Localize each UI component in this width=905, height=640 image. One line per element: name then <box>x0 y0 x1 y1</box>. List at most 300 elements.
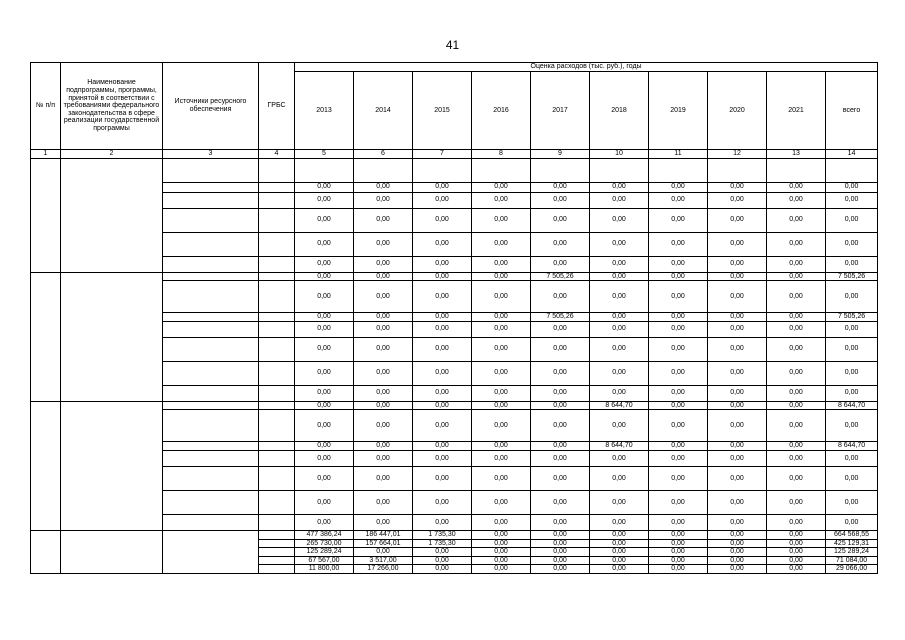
grbs-cell <box>259 313 295 322</box>
value-cell: 0,00 <box>590 490 649 514</box>
value-cell: 0,00 <box>354 337 413 361</box>
value-cell: 0,00 <box>472 490 531 514</box>
grbs-cell <box>259 281 295 313</box>
value-cell: 0,00 <box>767 192 826 208</box>
value-cell: 0,00 <box>295 256 354 272</box>
grbs-cell <box>259 337 295 361</box>
value-cell: 425 129,31 <box>826 539 878 548</box>
value-cell: 0,00 <box>531 450 590 466</box>
value-cell: 0,00 <box>708 313 767 322</box>
value-cell: 0,00 <box>295 385 354 401</box>
value-cell: 0,00 <box>472 182 531 192</box>
grbs-cell <box>259 182 295 192</box>
source-label <box>163 514 259 530</box>
value-cell: 0,00 <box>354 182 413 192</box>
value-cell: 0,00 <box>354 514 413 530</box>
value-cell: 265 730,00 <box>295 539 354 548</box>
value-cell: 0,00 <box>767 208 826 232</box>
value-cell: 0,00 <box>413 256 472 272</box>
empty-cell <box>767 158 826 182</box>
value-cell: 0,00 <box>413 361 472 385</box>
value-cell: 125 289,24 <box>826 548 878 557</box>
grbs-cell <box>259 321 295 337</box>
source-label <box>163 192 259 208</box>
value-cell: 157 664,01 <box>354 539 413 548</box>
value-cell: 0,00 <box>590 208 649 232</box>
value-cell: 0,00 <box>413 548 472 557</box>
value-cell: 0,00 <box>295 321 354 337</box>
value-cell: 0,00 <box>354 361 413 385</box>
value-cell: 0,00 <box>413 450 472 466</box>
value-cell: 664 568,55 <box>826 530 878 539</box>
source-label <box>163 313 259 322</box>
value-cell: 0,00 <box>590 313 649 322</box>
grbs-cell <box>259 361 295 385</box>
header-col-num: № п/п <box>31 63 61 150</box>
value-cell: 0,00 <box>354 548 413 557</box>
value-cell: 7 505,26 <box>826 272 878 281</box>
empty-cell <box>354 158 413 182</box>
value-cell: 0,00 <box>708 192 767 208</box>
table-row <box>31 401 878 410</box>
value-cell: 8 644,70 <box>826 401 878 410</box>
grbs-cell <box>259 232 295 256</box>
value-cell: 0,00 <box>826 385 878 401</box>
value-cell: 0,00 <box>590 539 649 548</box>
value-cell: 0,00 <box>767 565 826 574</box>
grbs-cell <box>259 548 295 557</box>
section-name <box>61 530 163 573</box>
value-cell: 0,00 <box>708 466 767 490</box>
value-cell: 0,00 <box>708 182 767 192</box>
value-cell: 0,00 <box>531 182 590 192</box>
value-cell: 0,00 <box>826 256 878 272</box>
value-cell: 0,00 <box>413 385 472 401</box>
value-cell: 0,00 <box>826 450 878 466</box>
value-cell: 0,00 <box>767 556 826 565</box>
value-cell: 0,00 <box>354 256 413 272</box>
value-cell: 3 517,00 <box>354 556 413 565</box>
grbs-cell <box>259 256 295 272</box>
value-cell: 7 505,26 <box>531 272 590 281</box>
value-cell: 0,00 <box>767 401 826 410</box>
value-cell: 0,00 <box>354 321 413 337</box>
column-number: 4 <box>259 150 295 159</box>
section-name <box>61 158 163 272</box>
value-cell: 0,00 <box>708 208 767 232</box>
row-code <box>31 158 61 272</box>
row-code <box>31 272 61 401</box>
value-cell: 0,00 <box>472 232 531 256</box>
value-cell: 0,00 <box>767 256 826 272</box>
column-number: 1 <box>31 150 61 159</box>
value-cell: 0,00 <box>649 410 708 442</box>
value-cell: 0,00 <box>708 337 767 361</box>
value-cell: 0,00 <box>531 556 590 565</box>
value-cell: 0,00 <box>531 530 590 539</box>
value-cell: 0,00 <box>413 337 472 361</box>
empty-cell <box>590 158 649 182</box>
value-cell: 8 644,70 <box>590 401 649 410</box>
value-cell: 0,00 <box>590 192 649 208</box>
value-cell: 1 735,30 <box>413 530 472 539</box>
source-label <box>163 256 259 272</box>
value-cell: 0,00 <box>590 256 649 272</box>
value-cell: 0,00 <box>295 337 354 361</box>
value-cell: 0,00 <box>767 514 826 530</box>
value-cell: 0,00 <box>472 556 531 565</box>
value-cell: 0,00 <box>472 514 531 530</box>
value-cell: 0,00 <box>590 514 649 530</box>
value-cell: 0,00 <box>295 514 354 530</box>
value-cell: 0,00 <box>472 450 531 466</box>
empty-cell <box>295 158 354 182</box>
value-cell: 0,00 <box>708 450 767 466</box>
value-cell: 0,00 <box>649 565 708 574</box>
value-cell: 0,00 <box>649 401 708 410</box>
value-cell: 0,00 <box>649 548 708 557</box>
header-col-name: Наименование подпрограммы, программы, принятой в соответствии с требованиями федерального законодательства в сфере реализации государственной программы <box>61 63 163 150</box>
value-cell: 0,00 <box>767 530 826 539</box>
value-cell: 0,00 <box>649 556 708 565</box>
value-cell: 0,00 <box>590 466 649 490</box>
source-label <box>163 466 259 490</box>
empty-cell <box>826 158 878 182</box>
value-cell: 0,00 <box>590 530 649 539</box>
value-cell: 0,00 <box>590 450 649 466</box>
grbs-cell <box>259 385 295 401</box>
value-cell: 0,00 <box>708 548 767 557</box>
source-label <box>163 490 259 514</box>
column-number: 12 <box>708 150 767 159</box>
value-cell: 0,00 <box>472 530 531 539</box>
value-cell: 0,00 <box>295 490 354 514</box>
value-cell: 0,00 <box>354 313 413 322</box>
value-cell: 0,00 <box>649 539 708 548</box>
source-label <box>163 337 259 361</box>
value-cell: 0,00 <box>590 321 649 337</box>
grbs-cell <box>259 401 295 410</box>
header-col-sources: Источники ресурсного обеспечения <box>163 63 259 150</box>
value-cell: 0,00 <box>649 514 708 530</box>
value-cell: 0,00 <box>826 182 878 192</box>
value-cell: 0,00 <box>472 321 531 337</box>
grbs-cell <box>259 466 295 490</box>
value-cell: 0,00 <box>354 410 413 442</box>
value-cell: 0,00 <box>413 514 472 530</box>
value-cell: 0,00 <box>531 337 590 361</box>
value-cell: 0,00 <box>826 321 878 337</box>
header-year: 2021 <box>767 72 826 150</box>
value-cell: 0,00 <box>531 565 590 574</box>
value-cell: 0,00 <box>295 313 354 322</box>
value-cell: 0,00 <box>295 410 354 442</box>
value-cell: 0,00 <box>413 281 472 313</box>
column-numbers-row <box>31 150 878 159</box>
value-cell: 0,00 <box>708 361 767 385</box>
value-cell: 0,00 <box>472 548 531 557</box>
value-cell: 0,00 <box>472 410 531 442</box>
value-cell: 0,00 <box>767 232 826 256</box>
value-cell: 0,00 <box>295 361 354 385</box>
value-cell: 0,00 <box>354 232 413 256</box>
value-cell: 0,00 <box>826 337 878 361</box>
value-cell: 0,00 <box>590 232 649 256</box>
value-cell: 8 644,70 <box>826 442 878 451</box>
empty-cell <box>472 158 531 182</box>
grbs-cell <box>259 539 295 548</box>
grbs-cell <box>259 530 295 539</box>
value-cell: 0,00 <box>767 385 826 401</box>
header-year: 2020 <box>708 72 767 150</box>
empty-cell <box>708 158 767 182</box>
value-cell: 0,00 <box>531 361 590 385</box>
value-cell: 0,00 <box>708 530 767 539</box>
value-cell: 0,00 <box>649 256 708 272</box>
value-cell: 0,00 <box>472 208 531 232</box>
value-cell: 0,00 <box>354 450 413 466</box>
grbs-cell <box>259 272 295 281</box>
value-cell: 0,00 <box>295 442 354 451</box>
value-cell: 0,00 <box>590 182 649 192</box>
value-cell: 0,00 <box>354 385 413 401</box>
header-col-grbs: ГРБС <box>259 63 295 150</box>
source-label <box>163 158 259 182</box>
grbs-cell <box>259 442 295 451</box>
value-cell: 0,00 <box>649 313 708 322</box>
value-cell: 0,00 <box>472 539 531 548</box>
source-label <box>163 401 259 410</box>
value-cell: 0,00 <box>413 410 472 442</box>
value-cell: 0,00 <box>531 539 590 548</box>
value-cell: 0,00 <box>826 490 878 514</box>
value-cell: 0,00 <box>826 410 878 442</box>
value-cell: 0,00 <box>767 281 826 313</box>
column-number: 6 <box>354 150 413 159</box>
value-cell: 0,00 <box>531 256 590 272</box>
value-cell: 0,00 <box>413 401 472 410</box>
value-cell: 0,00 <box>295 401 354 410</box>
value-cell: 0,00 <box>472 272 531 281</box>
value-cell: 0,00 <box>354 466 413 490</box>
value-cell: 0,00 <box>531 232 590 256</box>
value-cell: 0,00 <box>649 272 708 281</box>
value-cell: 11 800,00 <box>295 565 354 574</box>
value-cell: 0,00 <box>767 182 826 192</box>
value-cell: 71 084,00 <box>826 556 878 565</box>
header-year: 2019 <box>649 72 708 150</box>
source-label <box>163 272 259 281</box>
source-label <box>163 232 259 256</box>
column-number: 10 <box>590 150 649 159</box>
value-cell: 0,00 <box>590 272 649 281</box>
value-cell: 0,00 <box>767 466 826 490</box>
empty-cell <box>413 158 472 182</box>
page-number: 41 <box>445 38 460 52</box>
value-cell: 0,00 <box>295 272 354 281</box>
value-cell: 0,00 <box>649 182 708 192</box>
value-cell: 0,00 <box>531 514 590 530</box>
value-cell: 0,00 <box>708 556 767 565</box>
value-cell: 0,00 <box>767 490 826 514</box>
value-cell: 0,00 <box>472 401 531 410</box>
value-cell: 0,00 <box>472 256 531 272</box>
value-cell: 0,00 <box>531 401 590 410</box>
grbs-cell <box>259 490 295 514</box>
value-cell: 0,00 <box>767 450 826 466</box>
value-cell: 0,00 <box>708 514 767 530</box>
header-row <box>31 63 878 72</box>
value-cell: 0,00 <box>649 208 708 232</box>
value-cell: 0,00 <box>295 232 354 256</box>
header-year: 2017 <box>531 72 590 150</box>
header-year: 2014 <box>354 72 413 150</box>
value-cell: 0,00 <box>708 256 767 272</box>
value-cell: 0,00 <box>649 232 708 256</box>
value-cell: 0,00 <box>708 321 767 337</box>
value-cell: 0,00 <box>767 337 826 361</box>
column-number: 14 <box>826 150 878 159</box>
value-cell: 0,00 <box>472 337 531 361</box>
value-cell: 0,00 <box>708 232 767 256</box>
value-cell: 0,00 <box>767 442 826 451</box>
value-cell: 0,00 <box>767 361 826 385</box>
value-cell: 0,00 <box>708 410 767 442</box>
value-cell: 67 567,00 <box>295 556 354 565</box>
value-cell: 0,00 <box>531 192 590 208</box>
value-cell: 0,00 <box>472 313 531 322</box>
column-number: 13 <box>767 150 826 159</box>
value-cell: 0,00 <box>413 272 472 281</box>
value-cell: 0,00 <box>413 192 472 208</box>
empty-cell <box>531 158 590 182</box>
value-cell: 0,00 <box>472 385 531 401</box>
value-cell: 0,00 <box>826 514 878 530</box>
header-year: 2013 <box>295 72 354 150</box>
grbs-cell <box>259 556 295 565</box>
column-number: 2 <box>61 150 163 159</box>
value-cell: 0,00 <box>590 337 649 361</box>
value-cell: 0,00 <box>413 442 472 451</box>
source-label <box>163 450 259 466</box>
grbs-cell <box>259 192 295 208</box>
value-cell: 0,00 <box>413 182 472 192</box>
value-cell: 0,00 <box>767 321 826 337</box>
value-cell: 0,00 <box>590 556 649 565</box>
value-cell: 0,00 <box>531 385 590 401</box>
header-year: 2018 <box>590 72 649 150</box>
value-cell: 0,00 <box>413 313 472 322</box>
value-cell: 0,00 <box>708 385 767 401</box>
source-label <box>163 321 259 337</box>
value-cell: 0,00 <box>708 442 767 451</box>
empty-cell <box>649 158 708 182</box>
row-code <box>31 401 61 530</box>
value-cell: 0,00 <box>590 385 649 401</box>
header-col-estimate: Оценка расходов (тыс. руб.), годы <box>295 63 878 72</box>
value-cell: 8 644,70 <box>590 442 649 451</box>
value-cell: 0,00 <box>708 539 767 548</box>
value-cell: 0,00 <box>531 410 590 442</box>
value-cell: 0,00 <box>826 208 878 232</box>
value-cell: 0,00 <box>767 548 826 557</box>
value-cell: 0,00 <box>590 281 649 313</box>
value-cell: 0,00 <box>708 281 767 313</box>
value-cell: 0,00 <box>826 232 878 256</box>
header-year: 2015 <box>413 72 472 150</box>
value-cell: 0,00 <box>708 565 767 574</box>
value-cell: 186 447,01 <box>354 530 413 539</box>
value-cell: 0,00 <box>531 466 590 490</box>
column-number: 5 <box>295 150 354 159</box>
value-cell: 0,00 <box>767 313 826 322</box>
value-cell: 0,00 <box>413 490 472 514</box>
value-cell: 0,00 <box>354 442 413 451</box>
source-label <box>163 530 259 573</box>
value-cell: 0,00 <box>295 450 354 466</box>
value-cell: 0,00 <box>295 182 354 192</box>
grbs-cell <box>259 514 295 530</box>
value-cell: 0,00 <box>649 321 708 337</box>
value-cell: 0,00 <box>649 361 708 385</box>
value-cell: 0,00 <box>354 208 413 232</box>
value-cell: 0,00 <box>472 192 531 208</box>
value-cell: 0,00 <box>354 281 413 313</box>
empty-cell <box>259 158 295 182</box>
grbs-cell <box>259 208 295 232</box>
value-cell: 0,00 <box>649 466 708 490</box>
value-cell: 0,00 <box>413 232 472 256</box>
header-year: 2016 <box>472 72 531 150</box>
table-row <box>31 530 878 539</box>
value-cell: 0,00 <box>413 208 472 232</box>
value-cell: 0,00 <box>531 442 590 451</box>
value-cell: 0,00 <box>354 272 413 281</box>
source-label <box>163 281 259 313</box>
table-row <box>31 158 878 182</box>
value-cell: 0,00 <box>767 272 826 281</box>
value-cell: 0,00 <box>649 450 708 466</box>
value-cell: 7 505,26 <box>531 313 590 322</box>
value-cell: 0,00 <box>590 361 649 385</box>
value-cell: 0,00 <box>531 321 590 337</box>
source-label <box>163 361 259 385</box>
value-cell: 0,00 <box>590 548 649 557</box>
value-cell: 0,00 <box>708 272 767 281</box>
value-cell: 0,00 <box>531 208 590 232</box>
value-cell: 0,00 <box>354 192 413 208</box>
value-cell: 125 289,24 <box>295 548 354 557</box>
source-label <box>163 385 259 401</box>
value-cell: 0,00 <box>826 281 878 313</box>
column-number: 9 <box>531 150 590 159</box>
column-number: 7 <box>413 150 472 159</box>
value-cell: 0,00 <box>649 281 708 313</box>
column-number: 11 <box>649 150 708 159</box>
value-cell: 0,00 <box>649 385 708 401</box>
value-cell: 0,00 <box>295 466 354 490</box>
value-cell: 0,00 <box>295 281 354 313</box>
value-cell: 0,00 <box>590 410 649 442</box>
budget-table <box>30 62 878 574</box>
value-cell: 0,00 <box>472 281 531 313</box>
value-cell: 0,00 <box>354 401 413 410</box>
value-cell: 0,00 <box>295 208 354 232</box>
value-cell: 0,00 <box>413 565 472 574</box>
value-cell: 0,00 <box>531 548 590 557</box>
value-cell: 0,00 <box>413 556 472 565</box>
value-cell: 0,00 <box>649 337 708 361</box>
